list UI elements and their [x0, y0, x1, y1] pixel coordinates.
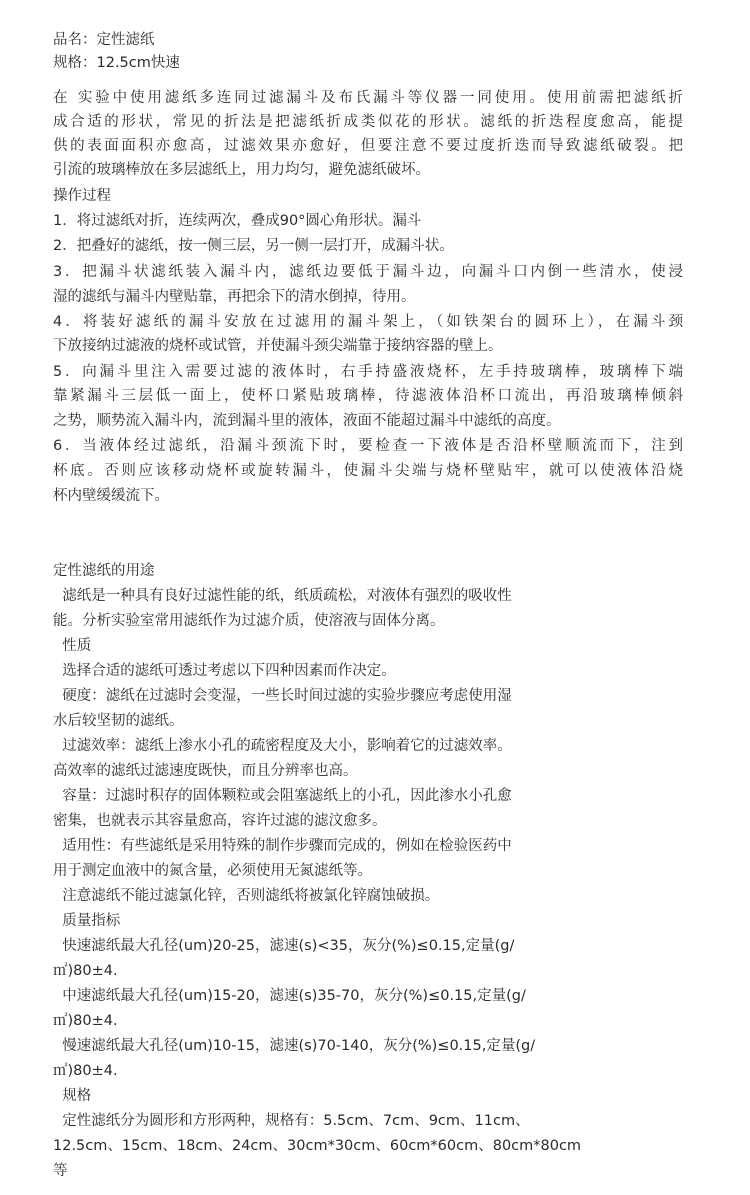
- usage-line: 密集，也就表示其容量愈高，容许过滤的滤汶愈多。: [53, 813, 387, 829]
- usage-line: ㎡)80±4.: [53, 1013, 118, 1029]
- procedure-line: 1．将过滤纸对折，连续两次，叠成90°圆心角形状。漏斗: [53, 213, 422, 229]
- usage-line: 适用性：有些滤纸是采用特殊的制作步骤而完成的，例如在检验医药中: [53, 838, 512, 854]
- usage-line: 高效率的滤纸过滤速度既快，而且分辨率也高。: [53, 763, 358, 779]
- usage-line: ㎡)80±4.: [53, 1063, 118, 1079]
- usage-line: 慢速滤纸最大孔径(um)10-15，滤速(s)70-140，灰分(%)≤0.15,定量(g/: [53, 1038, 536, 1054]
- usage-line: 滤纸是一种具有良好过滤性能的纸，纸质疏松，对液体有强烈的吸收性: [53, 588, 512, 604]
- procedure-line: 之势，顺势流入漏斗内，流到漏斗里的液体，液面不能超过漏斗中滤纸的高度。: [53, 413, 561, 429]
- usage-line: 12.5cm、15cm、18cm、24cm、30cm*30cm、60cm*60cm、80cm*80cm: [53, 1138, 582, 1154]
- usage-line: 水后较坚韧的滤纸。: [53, 713, 184, 729]
- usage-title: 定性滤纸的用途: [53, 563, 155, 579]
- procedure-line: 杯底。否则应该移动烧杯或旋转漏斗，使漏斗尖端与烧杯壁贴牢，就可以使液体沿烧: [53, 463, 683, 479]
- procedure-line: 靠紧漏斗三层低一面上，使杯口紧贴玻璃棒，待滤液体沿杯口流出，再沿玻璃棒倾斜: [53, 388, 683, 404]
- usage-line: ㎡)80±4.: [53, 963, 118, 979]
- product-name: 品名：定性滤纸: [53, 32, 155, 48]
- usage-line: 过滤效率：滤纸上渗水小孔的疏密程度及大小，影响着它的过滤效率。: [53, 738, 512, 754]
- usage-line: 用于测定血液中的氮含量，必须使用无氮滤纸等。: [53, 863, 372, 879]
- usage-line: 中速滤纸最大孔径(um)15-20，滤速(s)35-70，灰分(%)≤0.15,定量(g/: [53, 988, 526, 1004]
- procedure-line: 杯内壁缓缓流下。: [53, 488, 169, 504]
- procedure-line: 2．把叠好的滤纸，按一侧三层，另一侧一层打开，成漏斗状。: [53, 238, 454, 254]
- usage-line: 规格: [53, 1088, 92, 1104]
- product-spec: 规格：12.5cm快速: [53, 55, 180, 71]
- usage-line: 质量指标: [53, 913, 121, 929]
- usage-line: 选择合适的滤纸可透过考虑以下四种因素而作决定。: [53, 663, 396, 679]
- intro-line: 在 实验中使用滤纸多连同过滤漏斗及布氏漏斗等仪器一同使用。使用前需把滤纸折: [53, 90, 683, 106]
- usage-line: 等: [53, 1163, 68, 1179]
- procedure-line: 6．当液体经过滤纸，沿漏斗颈流下时，要检查一下液体是否沿杯壁顺流而下，注到: [53, 438, 683, 454]
- usage-line: 性质: [53, 638, 92, 654]
- procedure-title: 操作过程: [53, 188, 111, 204]
- intro-line: 引流的玻璃棒放在多层滤纸上，用力均匀，避免滤纸破坏。: [53, 162, 430, 178]
- procedure-line: 4．将装好滤纸的漏斗安放在过滤用的漏斗架上，（如铁架台的圆环上），在漏斗颈: [53, 314, 683, 330]
- procedure-line: 5．向漏斗里注入需要过滤的液体时，右手持盛液烧杯，左手持玻璃棒，玻璃棒下端: [53, 364, 683, 380]
- procedure-line: 3．把漏斗状滤纸装入漏斗内，滤纸边要低于漏斗边，向漏斗口内倒一些清水，使浸: [53, 264, 683, 280]
- usage-line: 快速滤纸最大孔径(um)20-25，滤速(s)<35，灰分(%)≤0.15,定量(g/: [53, 938, 515, 954]
- procedure-line: 湿的滤纸与漏斗内壁贴靠，再把余下的清水倒掉，待用。: [53, 289, 416, 305]
- intro-line: 成合适的形状，常见的折法是把滤纸折成类似花的形状。滤纸的折迭程度愈高，能提: [53, 114, 683, 130]
- procedure-line: 下放接纳过滤液的烧杯或试管，并使漏斗颈尖端靠于接纳容器的壁上。: [53, 338, 503, 354]
- intro-line: 供的表面面积亦愈高，过滤效果亦愈好，但要注意不要过度折迭而导致滤纸破裂。把: [53, 138, 683, 154]
- usage-line: 容量：过滤时积存的固体颗粒或会阻塞滤纸上的小孔，因此渗水小孔愈: [53, 788, 512, 804]
- usage-line: 定性滤纸分为圆形和方形两种，规格有：5.5cm、7cm、9cm、11cm、: [53, 1113, 530, 1129]
- usage-line: 能。分析实验室常用滤纸作为过滤介质，使溶液与固体分离。: [53, 613, 445, 629]
- usage-line: 硬度：滤纸在过滤时会变湿，一些长时间过滤的实验步骤应考虑使用湿: [53, 688, 512, 704]
- usage-line: 注意滤纸不能过滤氯化锌，否则滤纸将被氯化锌腐蚀破损。: [53, 888, 440, 904]
